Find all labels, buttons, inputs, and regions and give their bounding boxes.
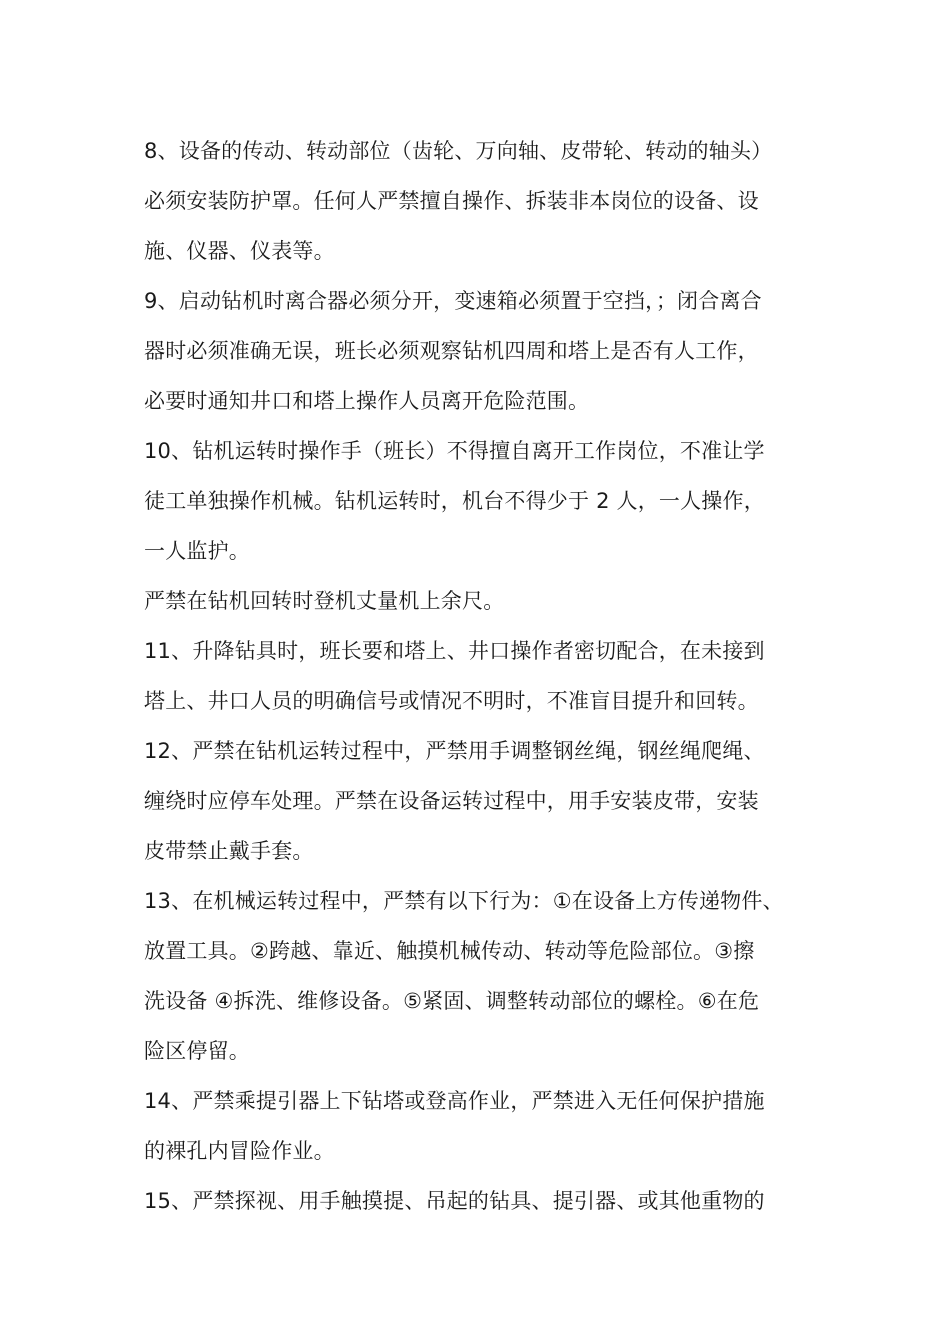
- text-line: 一人监护。: [144, 539, 250, 563]
- text-line: 的裸孔内冒险作业。: [144, 1139, 335, 1163]
- text-line: 11、升降钻具时，班长要和塔上、井口操作者密切配合，在未接到: [144, 639, 765, 663]
- text-line: 皮带禁止戴手套。: [144, 839, 314, 863]
- text-line: 徒工单独操作机械。钻机运转时，机台不得少于 2 人，一人操作，: [144, 489, 765, 513]
- text-line: 15、严禁探视、用手触摸提、吊起的钻具、提引器、或其他重物的: [144, 1189, 765, 1213]
- text-line: 严禁在钻机回转时登机丈量机上余尺。: [144, 589, 505, 613]
- text-line: 14、严禁乘提引器上下钻塔或登高作业，严禁进入无任何保护措施: [144, 1089, 765, 1113]
- text-line: 10、钻机运转时操作手（班长）不得擅自离开工作岗位，不准让学: [144, 439, 765, 463]
- text-line: 8、设备的传动、转动部位（齿轮、万向轴、皮带轮、转动的轴头）: [144, 139, 773, 163]
- text-line: 必要时通知井口和塔上操作人员离开危险范围。: [144, 389, 590, 413]
- text-line: 缠绕时应停车处理。严禁在设备运转过程中，用手安装皮带，安装: [144, 789, 759, 813]
- text-line: 必须安装防护罩。任何人严禁擅自操作、拆装非本岗位的设备、设: [144, 189, 759, 213]
- text-line: 12、严禁在钻机运转过程中，严禁用手调整钢丝绳，钢丝绳爬绳、: [144, 739, 765, 763]
- text-line: 器时必须准确无误，班长必须观察钻机四周和塔上是否有人工作，: [144, 339, 759, 363]
- document-body: [144, 126, 824, 1226]
- text-line: 施、仪器、仪表等。: [144, 239, 335, 263]
- text-line: 塔上、井口人员的明确信号或情况不明时，不准盲目提升和回转。: [144, 689, 759, 713]
- text-line: 险区停留。: [144, 1039, 250, 1063]
- text-line: 9、启动钻机时离合器必须分开，变速箱必须置于空挡，；闭合离合: [144, 289, 762, 313]
- text-line: 放置工具。②跨越、靠近、触摸机械传动、转动等危险部位。③擦: [144, 939, 755, 963]
- text-line: 洗设备 ④拆洗、维修设备。⑤紧固、调整转动部位的螺栓。⑥在危: [144, 989, 760, 1013]
- text-line: 13、在机械运转过程中，严禁有以下行为：①在设备上方传递物件、: [144, 889, 784, 913]
